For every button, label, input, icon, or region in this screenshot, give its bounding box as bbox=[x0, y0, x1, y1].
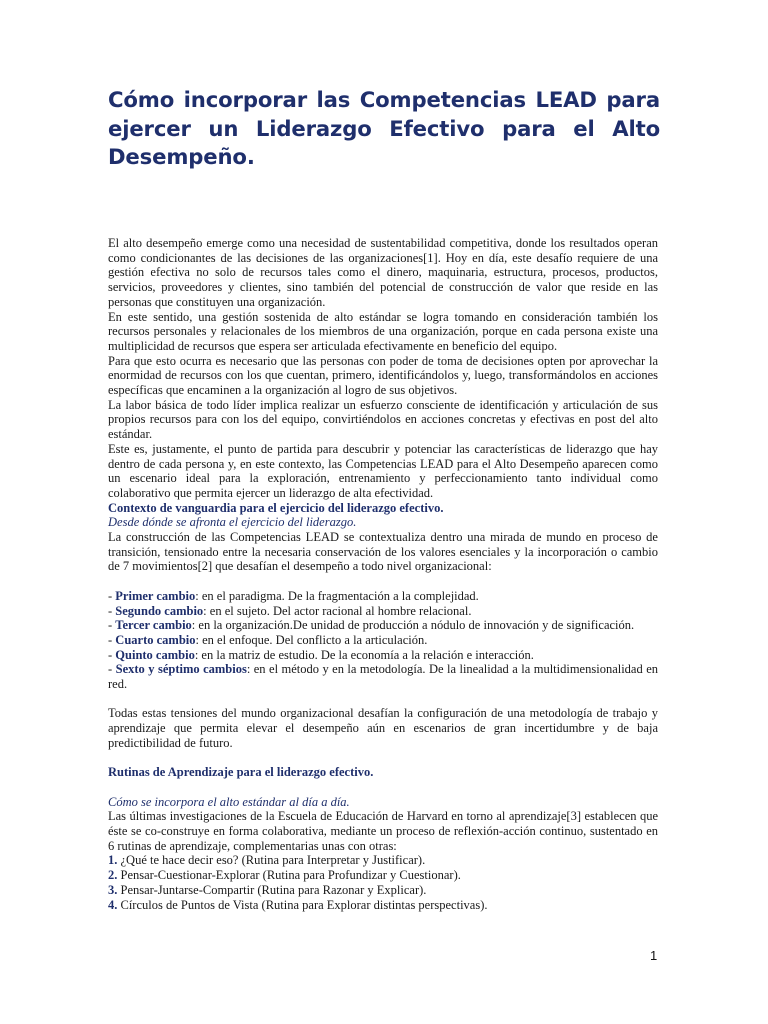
document-body bbox=[108, 236, 658, 912]
list-item bbox=[108, 633, 658, 648]
list-item-number: 4. bbox=[108, 897, 118, 912]
list-item bbox=[108, 604, 658, 619]
spacer bbox=[108, 574, 658, 589]
paragraph-tensions: Todas estas tensiones del mundo organizacional desafían la configuración de una metodología de trabajo y aprendizaje que permita elevar el desempeño aún en escenarios de gran incertidumbre y de baja predictibilidad de futuro. bbox=[108, 706, 658, 750]
list-dash: - bbox=[108, 647, 116, 662]
list-item-number: 2. bbox=[108, 868, 118, 883]
list-item-number: 3. bbox=[108, 882, 118, 897]
spacer bbox=[108, 692, 658, 707]
list-item-label: Segundo cambio bbox=[115, 603, 204, 618]
list-item-text: : en el sujeto. Del actor racional al hombre relacional. bbox=[203, 603, 472, 618]
paragraph-leader-role: La labor básica de todo líder implica realizar un esfuerzo consciente de identificación y articulación de sus propios recursos para con los del equipo, convirtiéndolos en acciones concretas y efectivas en post del alto estándar. bbox=[108, 397, 658, 442]
section-heading-routines: Rutinas de Aprendizaje para el liderazgo efectivo. bbox=[108, 765, 374, 780]
page-number: 1 bbox=[650, 948, 658, 963]
list-item-text: : en el enfoque. Del conflicto a la articulación. bbox=[195, 632, 428, 647]
list-dash: - bbox=[108, 588, 116, 603]
list-item-text: Pensar-Juntarse-Compartir (Rutina para Razonar y Explicar). bbox=[117, 882, 427, 897]
list-item-text: : en la matriz de estudio. De la economía a la relación e interacción. bbox=[194, 647, 534, 662]
list-item bbox=[108, 868, 658, 883]
list-item bbox=[108, 589, 658, 604]
list-item-text: Círculos de Puntos de Vista (Rutina para Explorar distintas perspectivas). bbox=[117, 897, 488, 912]
spacer bbox=[108, 751, 658, 766]
list-item-text: Pensar-Cuestionar-Explorar (Rutina para Profundizar y Cuestionar). bbox=[117, 868, 461, 883]
list-dash: - bbox=[108, 662, 116, 677]
paragraph-construction: La construcción de las Competencias LEAD se contextualiza dentro una mirada de mundo en proceso de transición, tensionado entre la necesaria conservación de los valores esenciales y la incorporación o cambio de 7 movimientos[2] que desafían el desempeño a todo nivel organizacional: bbox=[108, 530, 658, 574]
list-item bbox=[108, 853, 658, 868]
routines-list bbox=[108, 853, 658, 912]
list-item bbox=[108, 662, 658, 691]
list-dash: - bbox=[108, 603, 116, 618]
list-item-text: : en el paradigma. De la fragmentación a la complejidad. bbox=[195, 588, 479, 603]
list-item-label: Quinto cambio bbox=[115, 647, 195, 662]
list-item bbox=[108, 648, 658, 663]
list-item bbox=[108, 898, 658, 913]
document-title: Cómo incorporar las Competencias LEAD para ejercer un Liderazgo Efectivo para el Alto Desempeño. bbox=[108, 87, 660, 169]
list-item-label: Primer cambio bbox=[115, 588, 196, 603]
section-heading-context: Contexto de vanguardia para el ejercicio del liderazgo efectivo. bbox=[108, 500, 444, 515]
list-dash: - bbox=[108, 632, 116, 647]
paragraph-decisions: Para que esto ocurra es necesario que las personas con poder de toma de decisiones opten por aprovechar la enormidad de recursos con los que cuentan, primero, identificándolos y, luego, transformándolos en acciones específicas que encaminen a la organización al logro de sus objetivos. bbox=[108, 353, 658, 398]
list-dash: - bbox=[108, 618, 116, 633]
list-item-number: 1. bbox=[108, 853, 118, 868]
list-item-text: : en la organización.De unidad de producción a nódulo de innovación y de significación. bbox=[191, 618, 635, 633]
section-subheading-routines: Cómo se incorpora el alto estándar al día a día. bbox=[108, 794, 350, 809]
paragraph-intro: El alto desempeño emerge como una necesidad de sustentabilidad competitiva, donde los resultados operan como condicionantes de las decisiones de las organizaciones[1]. Hoy en día, este desafío requiere de una gestión efectiva no solo de recursos tales como el dinero, maquinaria, estructura, procesos, productos, servicios, proveedores y clientes, sino también del potencial de construcción de valor que reside en las personas que constituyen una organización. bbox=[108, 236, 658, 309]
list-item-label: Tercer cambio bbox=[115, 618, 192, 633]
paragraph-lead-competencies: Este es, justamente, el punto de partida para descubrir y potenciar las características de liderazgo que hay dentro de cada persona y, en este contexto, las Competencias LEAD para el Alto Desempeño aparecen como un escenario ideal para la exploración, entrenamiento y perfeccionamiento tanto individual como colaborativo que permita ejercer un liderazgo de alta efectividad. bbox=[108, 441, 658, 500]
paragraph-harvard: Las últimas investigaciones de la Escuela de Educación de Harvard en torno al aprendizaje[3] establecen que éste se co-construye en forma colaborativa, mediante un proceso de reflexión-acción continuo, sustentado en 6 rutinas de aprendizaje, complementarias unas con otras: bbox=[108, 809, 658, 853]
list-item bbox=[108, 618, 658, 633]
section-subheading-context: Desde dónde se afronta el ejercicio del liderazgo. bbox=[108, 515, 357, 530]
spacer bbox=[108, 780, 658, 795]
list-item-label: Sexto y séptimo cambios bbox=[115, 662, 247, 677]
list-item-text: : en el método y en la metodología. De la linealidad a la multidimensionalidad en red. bbox=[108, 662, 658, 692]
list-item-label: Cuarto cambio bbox=[115, 632, 196, 647]
list-item-text: ¿Qué te hace decir eso? (Rutina para Interpretar y Justificar). bbox=[117, 853, 426, 868]
list-item bbox=[108, 883, 658, 898]
changes-list bbox=[108, 589, 658, 692]
paragraph-management: En este sentido, una gestión sostenida de alto estándar se logra tomando en consideración también los recursos personales y relacionales de los miembros de una organización, porque en cada persona existe una multiplicidad de recursos que espera ser articulada efectivamente en beneficio del equipo. bbox=[108, 309, 658, 353]
